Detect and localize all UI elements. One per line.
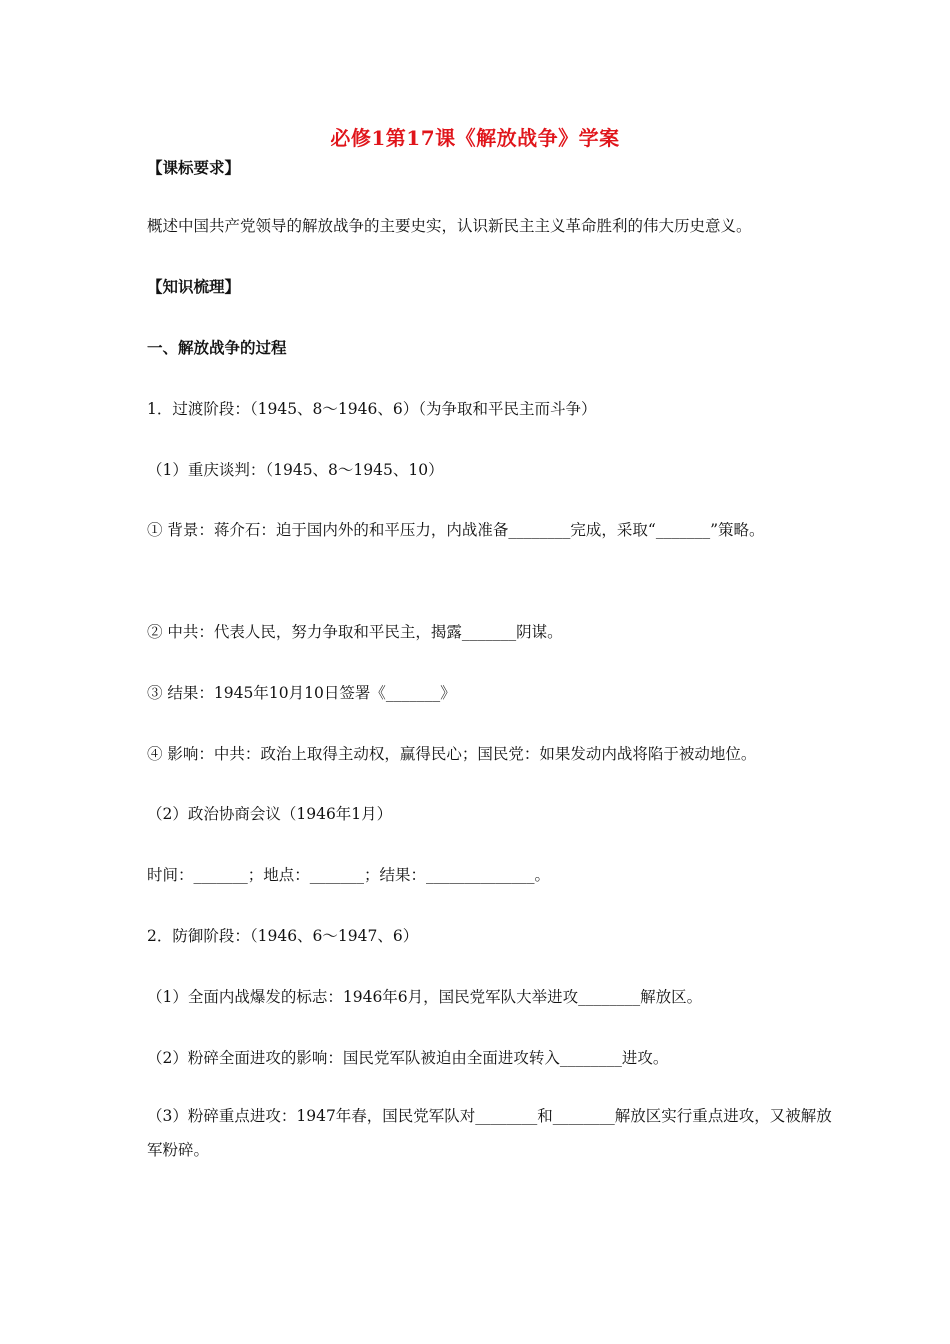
smash-full-line: （2）粉碎全面进攻的影响：国民党军队被迫由全面进攻转入________进攻。 — [147, 1049, 669, 1067]
result-line: ③ 结果：1945年10月10日签署《_______》 — [147, 684, 456, 702]
knowledge-heading: 【知识梳理】 — [147, 277, 241, 296]
ccp-line: ② 中共：代表人民，努力争取和平民主，揭露_______阴谋。 — [147, 623, 563, 641]
standard-text: 概述中国共产党领导的解放战争的主要史实，认识新民主主义革命胜利的伟大历史意义。 — [147, 217, 752, 235]
part1-heading: 一、解放战争的过程 — [147, 338, 287, 357]
standard-heading: 【课标要求】 — [147, 158, 241, 177]
smash-key-line: （3）粉碎重点进攻：1947年春，国民党军队对________和________解放区实行重点进攻，又被解放军粉碎。 — [147, 1107, 832, 1159]
time-place-line: 时间：_______；地点：_______；结果：______________。 — [147, 866, 551, 884]
stage2-line: 2．防御阶段：（1946、6～1947、6） — [147, 927, 419, 945]
impact-line: ④ 影响：中共：政治上取得主动权，赢得民心；国民党：如果发动内战将陷于被动地位。 — [147, 745, 757, 763]
pcc-line: （2）政治协商会议（1946年1月） — [147, 805, 393, 823]
outbreak-line: （1）全面内战爆发的标志：1946年6月，国民党军队大举进攻________解放区。 — [147, 988, 703, 1006]
stage1-line: 1．过渡阶段：（1945、8～1946、6）（为争取和平民主而斗争） — [147, 400, 597, 418]
chongqing-line: （1）重庆谈判：（1945、8～1945、10） — [147, 461, 444, 479]
page-title: 必修1第17课《解放战争》学案 — [330, 126, 620, 150]
background-line: ① 背景：蒋介石：迫于国内外的和平压力，内战准备________完成，采取“_______”策略。 — [147, 521, 765, 539]
